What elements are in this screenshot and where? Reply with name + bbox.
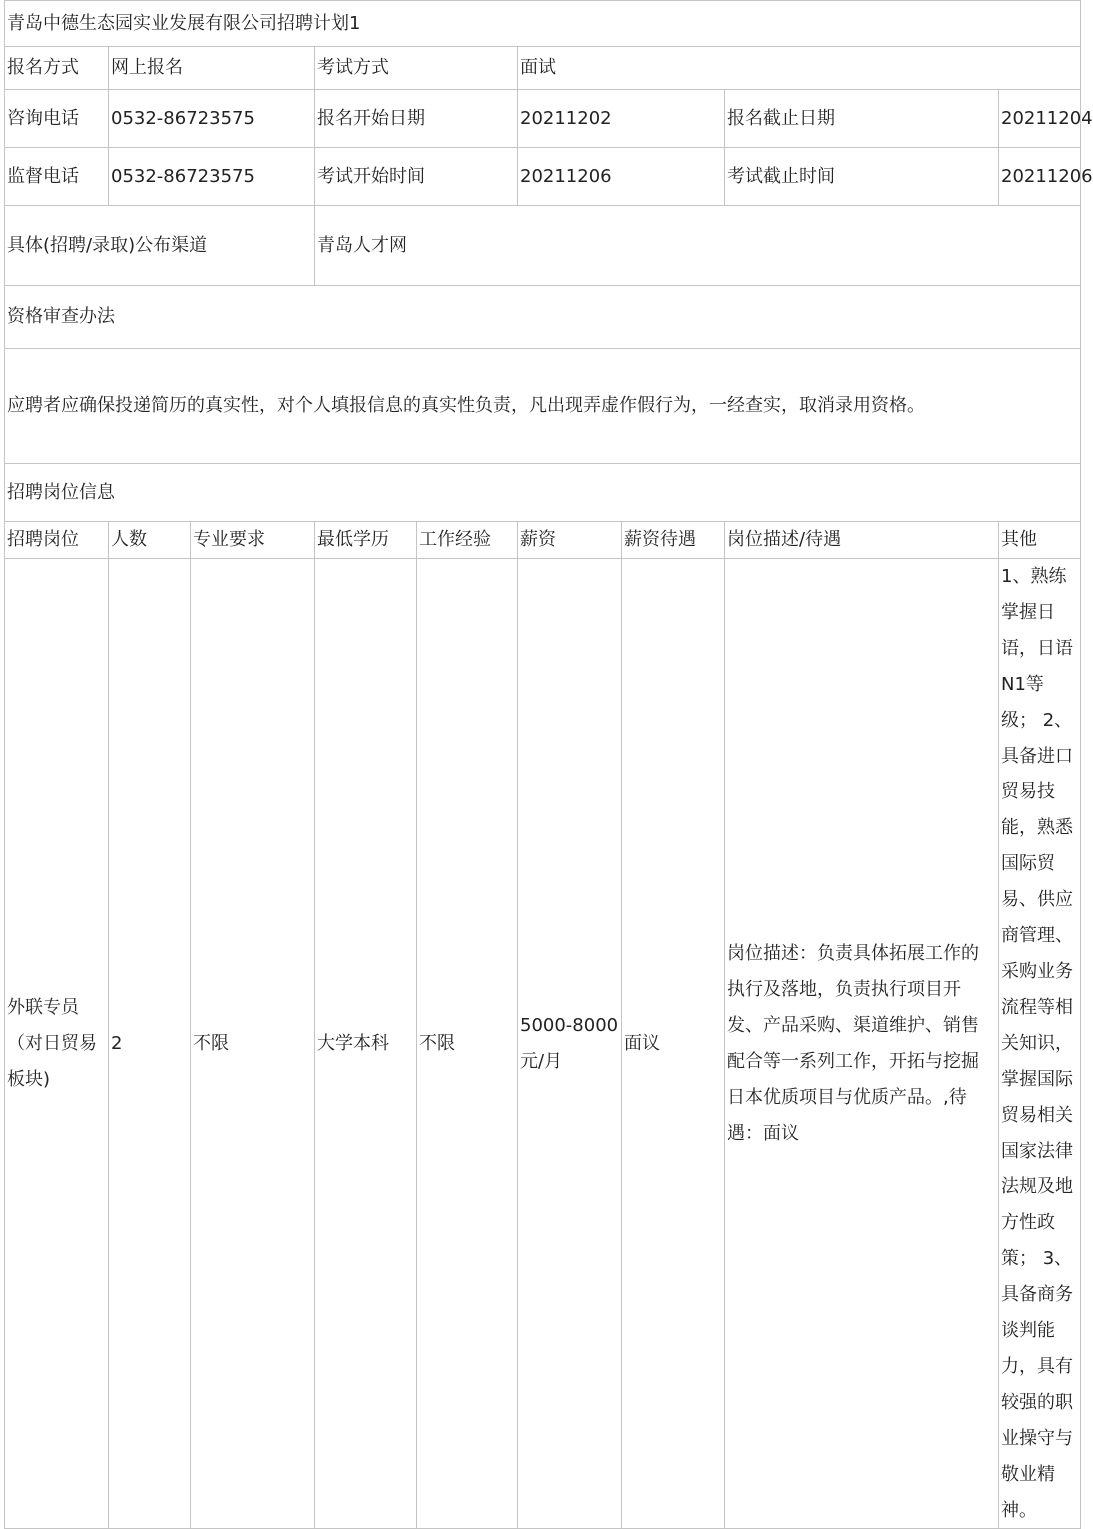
- recruitment-table: [4, 0, 1093, 1529]
- exam-end-label: 考试截止时间: [725, 148, 999, 206]
- position-count: 2: [109, 559, 191, 1529]
- header-education: 最低学历: [315, 522, 417, 559]
- registration-start-label: 报名开始日期: [315, 90, 518, 148]
- header-description: 岗位描述/待遇: [725, 522, 999, 559]
- header-salary-treatment: 薪资待遇: [622, 522, 725, 559]
- qualification-text: 应聘者应确保投递简历的真实性，对个人填报信息的真实性负责，凡出现弄虚作假行为，一经查实，取消录用资格。: [5, 349, 1081, 464]
- registration-end-value: 20211204: [999, 90, 1081, 148]
- registration-method-label: 报名方式: [5, 47, 109, 90]
- consult-row: [5, 90, 1081, 148]
- position-other: 1、熟练掌握日语，日语N1等级； 2、具备进口贸易技能，熟悉国际贸易、供应商管理、采购业务流程等相关知识，掌握国际贸易相关国家法律法规及地方性政策； 3、具备商务谈判能力，具有较强的职业操守与敬业精神。: [999, 559, 1081, 1529]
- position-salary: 5000-8000元/月: [518, 559, 622, 1529]
- consult-phone-value: 0532-86723575: [109, 90, 315, 148]
- header-major: 专业要求: [191, 522, 315, 559]
- header-experience: 工作经验: [417, 522, 518, 559]
- positions-section-label: 招聘岗位信息: [5, 464, 1081, 522]
- title-row: [5, 1, 1081, 47]
- consult-phone-label: 咨询电话: [5, 90, 109, 148]
- header-other: 其他: [999, 522, 1081, 559]
- supervise-phone-label: 监督电话: [5, 148, 109, 206]
- exam-method-value: 面试: [518, 47, 1081, 90]
- registration-start-value: 20211202: [518, 90, 725, 148]
- exam-start-label: 考试开始时间: [315, 148, 518, 206]
- publish-channel-label: 具体(招聘/录取)公布渠道: [5, 206, 315, 286]
- position-description: 岗位描述：负责具体拓展工作的执行及落地，负责执行项目开发、产品采购、渠道维护、销售配合等一系列工作，开拓与挖掘日本优质项目与优质产品。,待遇：面议: [725, 559, 999, 1529]
- supervise-row: [5, 148, 1081, 206]
- position-education: 大学本科: [315, 559, 417, 1529]
- exam-end-value: 20211206: [999, 148, 1081, 206]
- position-major: 不限: [191, 559, 315, 1529]
- recruitment-plan-page: [4, 0, 1093, 1521]
- exam-start-value: 20211206: [518, 148, 725, 206]
- qualification-text-row: [5, 349, 1081, 464]
- qualification-label-row: [5, 286, 1081, 349]
- position-experience: 不限: [417, 559, 518, 1529]
- positions-header-row: [5, 522, 1081, 559]
- header-salary: 薪资: [518, 522, 622, 559]
- registration-end-label: 报名截止日期: [725, 90, 999, 148]
- registration-row: [5, 47, 1081, 90]
- page-title: 青岛中德生态园实业发展有限公司招聘计划1: [5, 1, 1081, 47]
- table-row: [5, 559, 1081, 1529]
- header-position: 招聘岗位: [5, 522, 109, 559]
- header-count: 人数: [109, 522, 191, 559]
- position-salary-treatment: 面议: [622, 559, 725, 1529]
- supervise-phone-value: 0532-86723575: [109, 148, 315, 206]
- positions-section-row: [5, 464, 1081, 522]
- registration-method-value: 网上报名: [109, 47, 315, 90]
- position-name: 外联专员（对日贸易板块): [5, 559, 109, 1529]
- publish-channel-value: 青岛人才网: [315, 206, 1081, 286]
- exam-method-label: 考试方式: [315, 47, 518, 90]
- qualification-label: 资格审查办法: [5, 286, 1081, 349]
- channel-row: [5, 206, 1081, 286]
